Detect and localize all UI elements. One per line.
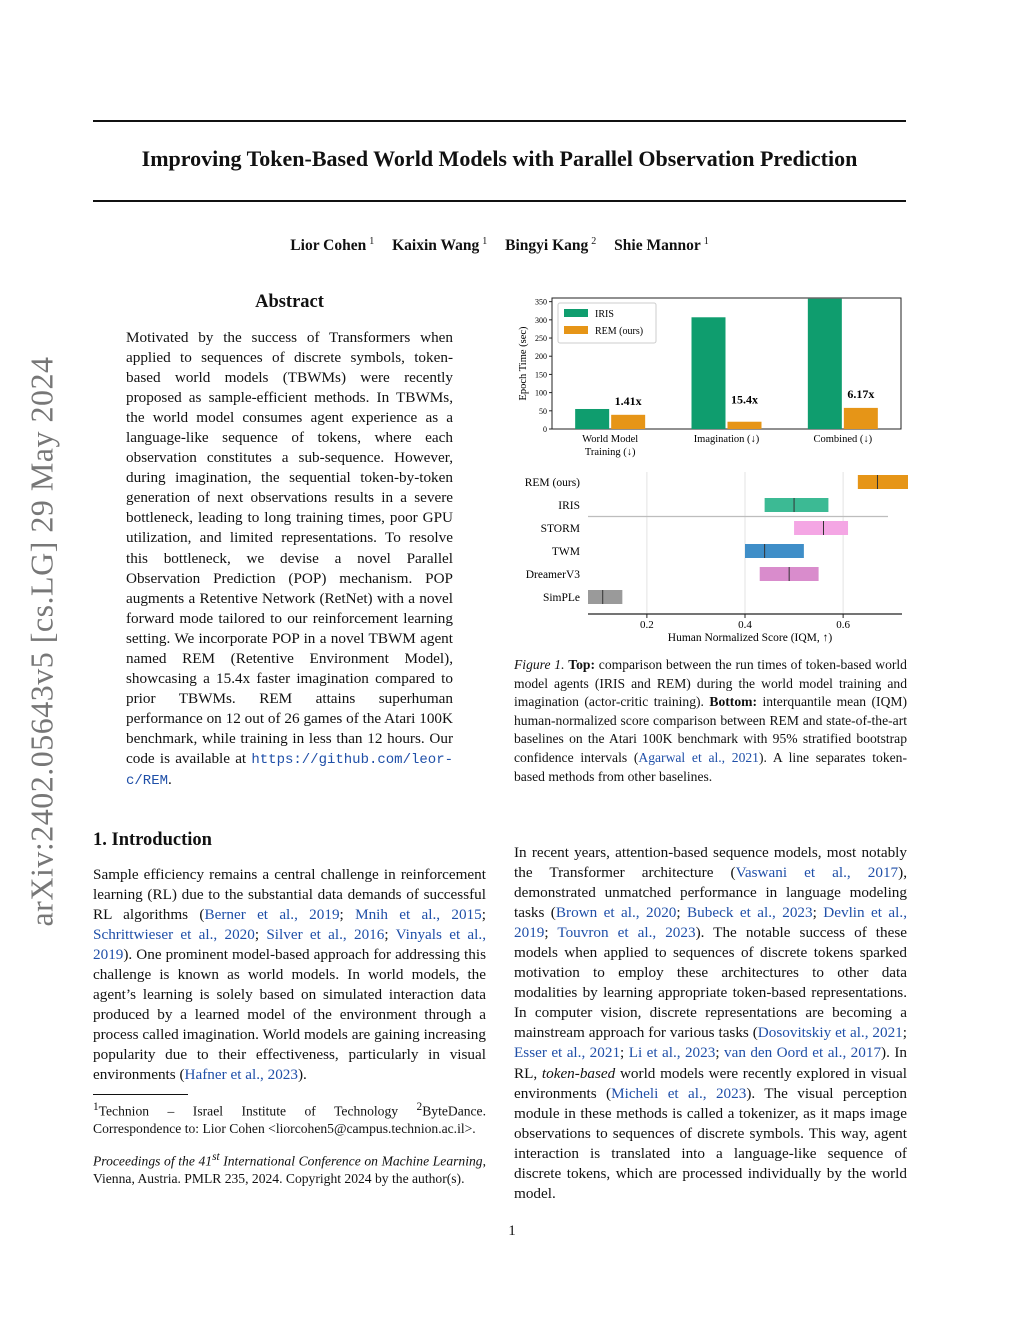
proceedings-note: Proceedings of the 41st International Conference on Machine Learning, Vienna, Austria. PMLR 235, 2024. Copyright 2024 by the author(s). <box>93 1151 486 1187</box>
paragraph-text: ). <box>297 1066 307 1084</box>
paragraph-text: ), demonstrated unmatched performance in language modeling tasks ( <box>514 864 907 922</box>
citation-link[interactable]: Mnih et al., 2015 <box>355 906 482 924</box>
citation-link[interactable]: Dosovitskiy et al., 2021 <box>757 1024 903 1042</box>
x-tick-label: World Model <box>582 434 639 445</box>
paragraph-text: In recent years, attention-based sequence models, most notably the Transformer architecture ( <box>514 844 907 882</box>
paragraph-text: ; <box>544 924 558 942</box>
y-axis-label: Epoch Time (sec) <box>518 326 529 401</box>
y-tick-label: 250 <box>535 334 547 344</box>
y-tick-label: 200 <box>535 352 547 362</box>
x-axis-label: Human Normalized Score (IQM, ↑) <box>667 632 833 644</box>
interval-chart <box>525 472 908 644</box>
method-label: TWM <box>551 546 580 558</box>
page-number: 1 <box>508 1223 516 1239</box>
speedup-label: 1.41x <box>614 393 642 408</box>
paragraph-text: ). The notable success of these models when applied to sequences of discrete tokens sparked motivation to employ these architectures to other data modalities by learning appropriate token-based representations. In computer vision, discrete representations are becoming a mainstream approach for various tasks ( <box>514 924 907 1042</box>
interval-bar <box>588 590 622 604</box>
code-link[interactable]: https://github.com/leor-c/REM <box>126 751 453 790</box>
x-tick-label: Training (↓) <box>584 447 636 458</box>
bar-rem-ours <box>844 408 878 429</box>
x-tick-label: 0.4 <box>738 619 752 631</box>
top-rule <box>93 120 906 122</box>
citation-link[interactable]: van den Oord et al., 2017 <box>723 1044 882 1062</box>
y-tick-label: 100 <box>535 388 547 398</box>
paragraph-text: ; <box>339 906 356 924</box>
paragraph-text: ; <box>384 926 396 944</box>
abstract-body: Motivated by the success of Transformers when applied to sequences of discrete symbols, token-based world models (TBWMs) were recently proposed as sample-efficient methods. In TBWMs, the world model consumes agent experience as a language-like sequence of tokens, where each observation constitutes a sub-sequence. However, during imagination, the sequential token-by-token generation of next observations results in a severe bottleneck, leading to long training times, poor GPU utilization, and limited representations. To resolve this bottleneck, we devise a novel Parallel Observation Prediction (POP) mechanism. POP augments a Retentive Network (RetNet) with a novel forward mode tailored to our reinforcement learning setting. We incorporate POP in a novel TBWM agent named REM (Retentive Environment Model), showcasing a 15.4x faster imagination compared to prior TBWMs. REM attains superhuman performance on 12 out of 26 games of the Atari 100K benchmark, while training in less than 12 hours. Our code is available at https://github.com/leor-c/REM. <box>126 329 453 790</box>
legend-swatch <box>564 326 588 334</box>
x-tick-label: Imagination (↓) <box>693 434 760 445</box>
arxiv-stamp: arXiv:2402.05643v5 [cs.LG] 29 May 2024 <box>23 356 60 927</box>
citation-link[interactable]: Silver et al., 2016 <box>266 926 385 944</box>
x-tick-label: 0.2 <box>640 619 654 631</box>
paper-title: Improving Token-Based World Models with Parallel Observation Prediction <box>141 146 858 171</box>
method-label: IRIS <box>558 500 580 512</box>
paragraph-text: ). One prominent model-based approach for addressing this challenge is known as world models. In world models, the agent’s learning is solely based on simulated interaction data produced by a learned model of the environment through a process called imagination. World models are gaining increasing popularity due to their effectiveness, particularly in visual environments ( <box>93 946 486 1084</box>
citation-link[interactable]: Berner et al., 2019 <box>204 906 340 924</box>
y-tick-label: 350 <box>535 297 547 307</box>
author: Bingyi Kang $^2$ <box>505 236 597 255</box>
citation-link[interactable]: Li et al., 2023 <box>628 1044 716 1062</box>
citation-link[interactable]: Touvron et al., 2023 <box>557 924 696 942</box>
bar-iris <box>692 317 726 429</box>
citation-link[interactable]: Devlin et al., 2019 <box>514 904 907 942</box>
legend-label: IRIS <box>595 309 614 320</box>
author: Kaixin Wang $^1$ <box>392 236 488 255</box>
intro-right-column <box>514 843 907 1204</box>
bar-rem-ours <box>728 422 762 429</box>
paragraph-text: ). The visual perception module in these methods is called a tokenizer, as it maps image observations to sequences of discrete symbols. This way, agent interaction is translated into a language-like sequence of discrete tokens, which are processed individually by the world model. <box>514 1084 907 1202</box>
author: Shie Mannor $^1$ <box>614 236 709 255</box>
abstract-heading: Abstract <box>255 292 324 312</box>
speedup-label: 6.17x <box>847 386 875 401</box>
footnote-rule <box>93 1094 188 1095</box>
author-list <box>93 236 906 255</box>
y-tick-label: 150 <box>535 370 547 380</box>
x-tick-label: 0.6 <box>836 619 850 631</box>
figure-1 <box>512 290 908 650</box>
citation-link[interactable]: Bubeck et al., 2023 <box>687 904 813 922</box>
author: Lior Cohen $^1$ <box>290 236 375 255</box>
legend-label: REM (ours) <box>595 326 644 337</box>
bar-chart <box>518 298 901 458</box>
citation-link[interactable]: Esser et al., 2021 <box>514 1044 621 1062</box>
y-tick-label: 0 <box>543 425 547 434</box>
title-rule <box>93 200 906 202</box>
citation-link[interactable]: Brown et al., 2020 <box>555 904 677 922</box>
paragraph-text: ; <box>715 1044 724 1062</box>
y-tick-label: 300 <box>535 315 547 325</box>
paragraph-text: ). In RL, <box>514 1044 907 1082</box>
paragraph-text: world models were recently explored in visual environments ( <box>514 1064 907 1102</box>
citation-link[interactable]: Agarwal et al., 2021 <box>638 749 759 765</box>
method-label: DreamerV3 <box>525 569 580 581</box>
y-tick-label: 50 <box>539 406 547 416</box>
paragraph-text: ; <box>620 1044 629 1062</box>
method-label: STORM <box>540 523 580 535</box>
legend-swatch <box>564 309 588 317</box>
bar-rem-ours <box>611 415 645 429</box>
citation-link[interactable]: Micheli et al., 2023 <box>611 1084 747 1102</box>
paragraph-text: ; <box>812 904 824 922</box>
citation-link[interactable]: Schrittwieser et al., 2020 <box>93 926 255 944</box>
affiliation-footnote: $^1$Technion – Israel Institute of Technology $^2$ByteDance. Correspondence to: Lior Cohen <liorcohen5@campus.technion.ac.il>. <box>93 1101 486 1137</box>
speedup-label: 15.4x <box>731 392 758 407</box>
method-label: SimPLe <box>542 592 580 604</box>
citation-link[interactable]: Vinyals et al., 2019 <box>93 926 486 964</box>
section-heading: 1. Introduction <box>93 830 212 850</box>
x-tick-label: Combined (↓) <box>813 434 873 445</box>
paragraph-text: Sample efficiency remains a central challenge in reinforcement learning (RL) due to the substantial data demands of successful RL algorithms ( <box>93 866 486 924</box>
method-label: REM (ours) <box>524 477 580 489</box>
interval-bar <box>858 475 908 489</box>
bar-iris <box>808 299 842 429</box>
paragraph-text: ; <box>481 906 486 924</box>
citation-link[interactable]: Hafner et al., 2023 <box>184 1066 298 1084</box>
interval-bar <box>765 498 829 512</box>
bar-iris <box>575 409 609 429</box>
interval-bar <box>794 521 848 535</box>
citation-link[interactable]: Vaswani et al., 2017 <box>735 864 899 882</box>
paragraph-text: ; <box>254 926 267 944</box>
paragraph-text: token-based <box>541 1064 616 1082</box>
paragraph-text: ; <box>676 904 688 922</box>
interval-bar <box>745 544 804 558</box>
figure-caption: Figure 1. Top: comparison between the run times of token-based world model agents (IRIS and REM) during the world model training and imagination (actor-critic training). Bottom: interquantile mean (IQM) human-normalized score comparison between REM and state-of-the-art baselines on the Atari 100K benchmark with 95% stratified bootstrap confidence intervals (Agarwal et al., 2021). A line separates token-based methods from other baselines. <box>514 657 908 784</box>
paragraph-text: ; <box>902 1024 907 1042</box>
intro-left-column <box>93 865 486 1086</box>
